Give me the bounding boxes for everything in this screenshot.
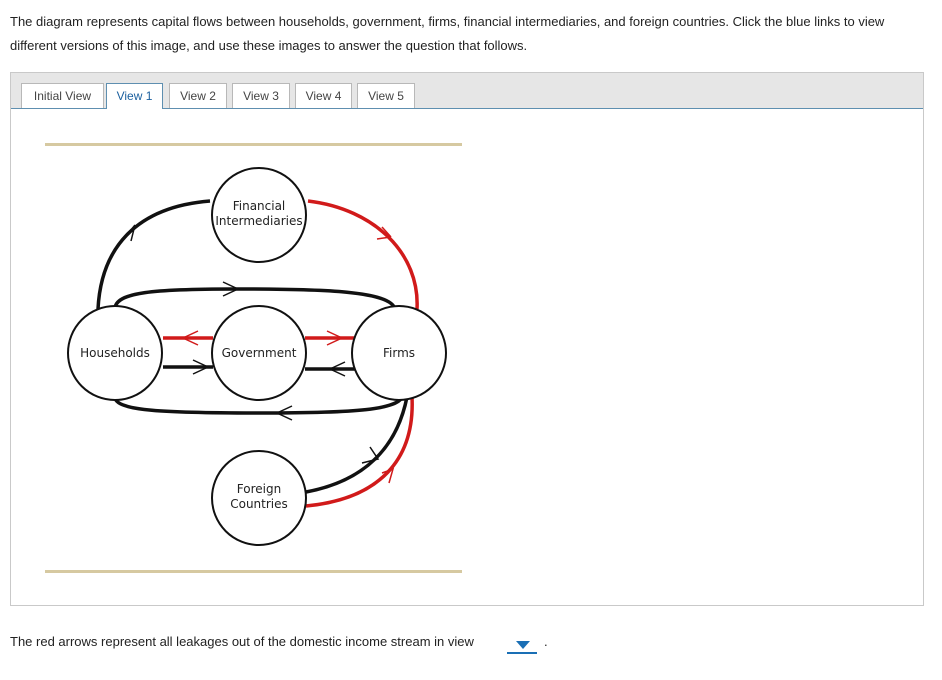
view-tabs — [11, 73, 923, 109]
firms-label: Firms — [382, 346, 416, 360]
circular-flow-diagram — [35, 129, 475, 589]
tab-view-3[interactable]: View 3 — [232, 83, 290, 108]
tab-view-1[interactable]: View 1 — [106, 83, 163, 109]
tab-view-2[interactable]: View 2 — [169, 83, 227, 108]
image-viewer-panel — [10, 72, 924, 606]
households-label: Households — [80, 346, 150, 360]
foreign-label-line2: Countries — [230, 497, 288, 511]
node-financial-intermediaries — [212, 168, 306, 262]
tab-initial-view[interactable]: Initial View — [21, 83, 104, 108]
chevron-down-icon — [516, 641, 530, 649]
node-government — [212, 306, 306, 400]
government-label: Government — [221, 346, 297, 360]
question-text: The red arrows represent all leakages out of the domestic income stream in view — [10, 634, 474, 649]
question-suffix: . — [544, 634, 548, 649]
tab-view-4[interactable]: View 4 — [295, 83, 352, 108]
financial-label-line1: Financial — [232, 199, 286, 213]
bottom-rule — [45, 570, 462, 573]
intro-text: The diagram represents capital flows between households, government, firms, financial intermediaries, and foreign countries. Click the blue links to view different versions of this image, and use these images to answer the question that follows. — [10, 14, 885, 53]
top-rule — [45, 143, 462, 146]
arrowhead-households-to-financial — [122, 225, 135, 241]
node-firms — [352, 306, 446, 400]
financial-label-line2: Intermediaries — [215, 214, 303, 228]
foreign-label-line1: Foreign — [236, 482, 282, 496]
node-foreign-countries — [212, 451, 306, 545]
tab-view-5[interactable]: View 5 — [357, 83, 415, 108]
view-answer-dropdown[interactable] — [507, 638, 537, 654]
node-households — [68, 306, 162, 400]
